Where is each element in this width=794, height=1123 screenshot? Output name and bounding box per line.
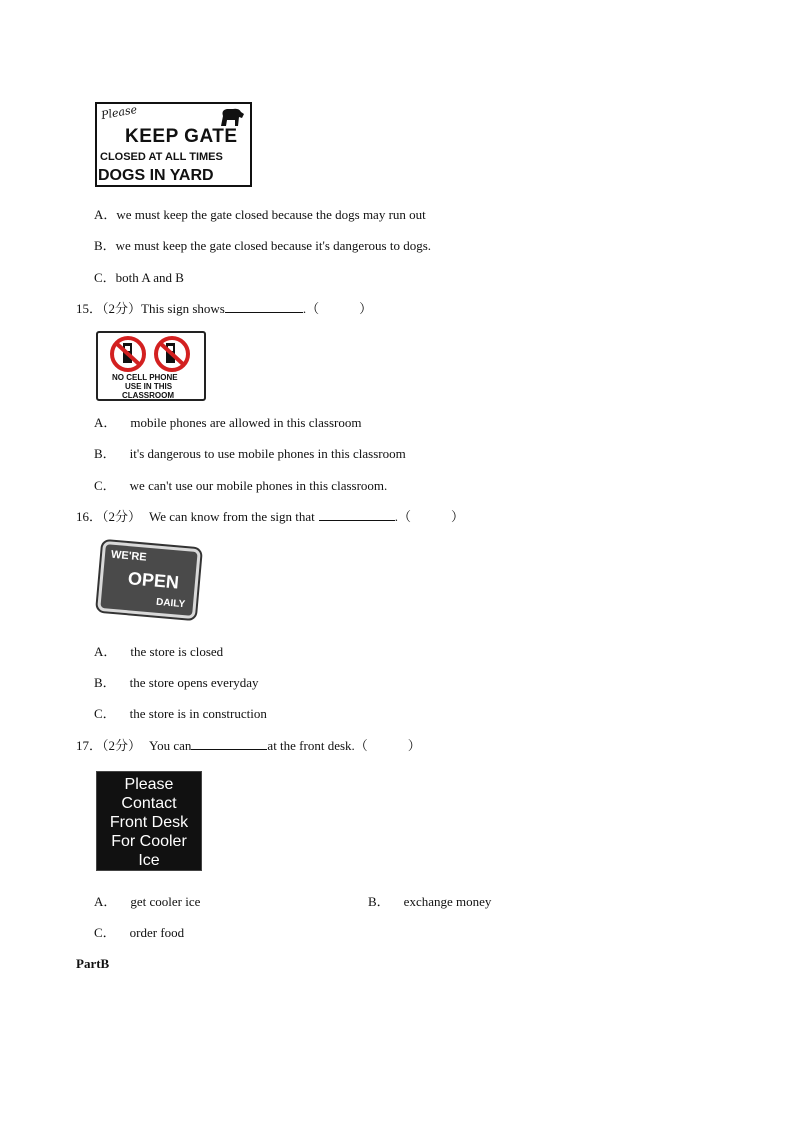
question-score: （2分） <box>102 301 142 316</box>
open-daily-sign <box>97 541 201 619</box>
option-letter: A． <box>94 644 117 659</box>
option-text: we can't use our mobile phones in this classroom. <box>129 478 388 493</box>
option-text: the store opens everyday <box>129 675 259 690</box>
close-paren: ） <box>451 509 465 524</box>
q17-option-a[interactable] <box>94 894 200 910</box>
q15-option-b[interactable] <box>94 446 406 462</box>
option-letter: A． <box>94 415 117 430</box>
option-letter: C． <box>94 706 116 721</box>
option-letter: C． <box>94 925 116 940</box>
option-text: exchange money <box>403 894 492 909</box>
option-letter: B． <box>94 238 116 253</box>
q16-stem <box>76 509 464 525</box>
question-text: We can know from the sign that <box>149 509 315 524</box>
q16-option-b[interactable] <box>94 675 259 691</box>
cooler-ice-sign <box>96 771 202 871</box>
q16-option-c[interactable] <box>94 706 267 722</box>
q15-option-c[interactable] <box>94 478 387 494</box>
sign-classroom: CLASSROOM <box>122 391 174 400</box>
option-text: both A and B <box>115 270 184 285</box>
sign-please: Please <box>124 776 174 793</box>
sign-contact: Contact <box>121 795 177 812</box>
keep-gate-sign <box>95 102 252 187</box>
sign-for-cooler: For Cooler <box>111 833 187 850</box>
dog-icon <box>215 106 247 128</box>
answer-blank[interactable] <box>191 738 267 750</box>
option-text: get cooler ice <box>130 894 201 909</box>
option-letter: A． <box>94 894 117 909</box>
question-score: （2分） <box>102 509 142 524</box>
option-letter: A． <box>94 207 117 222</box>
sign-use-in-this: USE IN THIS <box>125 382 173 391</box>
option-letter: C． <box>94 478 116 493</box>
sign-dogs-in-yard: DOGS IN YARD <box>98 167 214 184</box>
no-cell-phone-sign <box>96 331 206 401</box>
sign-ice: Ice <box>138 852 160 869</box>
no-phone-icon <box>108 335 194 373</box>
option-text: we must keep the gate closed because it's dangerous to dogs. <box>115 238 432 253</box>
question-text: This sign shows <box>141 301 225 316</box>
q17-option-c[interactable] <box>94 925 184 941</box>
answer-blank[interactable] <box>319 509 395 521</box>
option-text: the store is closed <box>130 644 224 659</box>
q17-stem <box>76 738 421 754</box>
option-text: order food <box>129 925 185 940</box>
question-number: 15． <box>76 301 103 316</box>
answer-blank[interactable] <box>225 301 303 313</box>
sign-please-text: Please <box>100 102 139 123</box>
q14-option-c[interactable] <box>94 270 184 286</box>
sign-open: OPEN <box>127 568 180 593</box>
sign-closed-at-all-times: CLOSED AT ALL TIMES <box>100 151 223 163</box>
close-paren: ） <box>359 301 373 316</box>
question-text-end: .（ <box>394 509 412 524</box>
option-text: it's dangerous to use mobile phones in this classroom <box>129 446 406 461</box>
sign-daily: DAILY <box>155 596 186 611</box>
option-text: the store is in construction <box>129 706 267 721</box>
q15-option-a[interactable] <box>94 415 361 431</box>
option-letter: B． <box>94 675 116 690</box>
q16-option-a[interactable] <box>94 644 223 660</box>
sign-keep-gate: KEEP GATE <box>125 126 238 147</box>
option-text: mobile phones are allowed in this classroom <box>130 415 362 430</box>
question-text-end: at the front desk.（ <box>267 738 368 753</box>
question-text: You can <box>149 738 192 753</box>
option-letter: C． <box>94 270 116 285</box>
question-text-end: .（ <box>302 301 320 316</box>
sign-no-cell-phone: NO CELL PHONE <box>112 373 178 382</box>
question-number: 16． <box>76 509 103 524</box>
q14-option-a[interactable] <box>94 207 426 223</box>
question-number: 17． <box>76 738 103 753</box>
option-letter: B． <box>368 894 390 909</box>
sign-front-desk: Front Desk <box>109 814 189 831</box>
question-score: （2分） <box>102 738 142 753</box>
q17-option-b[interactable] <box>368 894 491 910</box>
option-letter: B． <box>94 446 116 461</box>
q14-option-b[interactable] <box>94 238 431 254</box>
q15-stem <box>76 301 372 317</box>
option-text: we must keep the gate closed because the dogs may run out <box>116 207 426 222</box>
part-b-heading: PartB <box>76 956 110 971</box>
close-paren: ） <box>407 738 421 753</box>
sign-were: WE'RE <box>110 548 148 564</box>
